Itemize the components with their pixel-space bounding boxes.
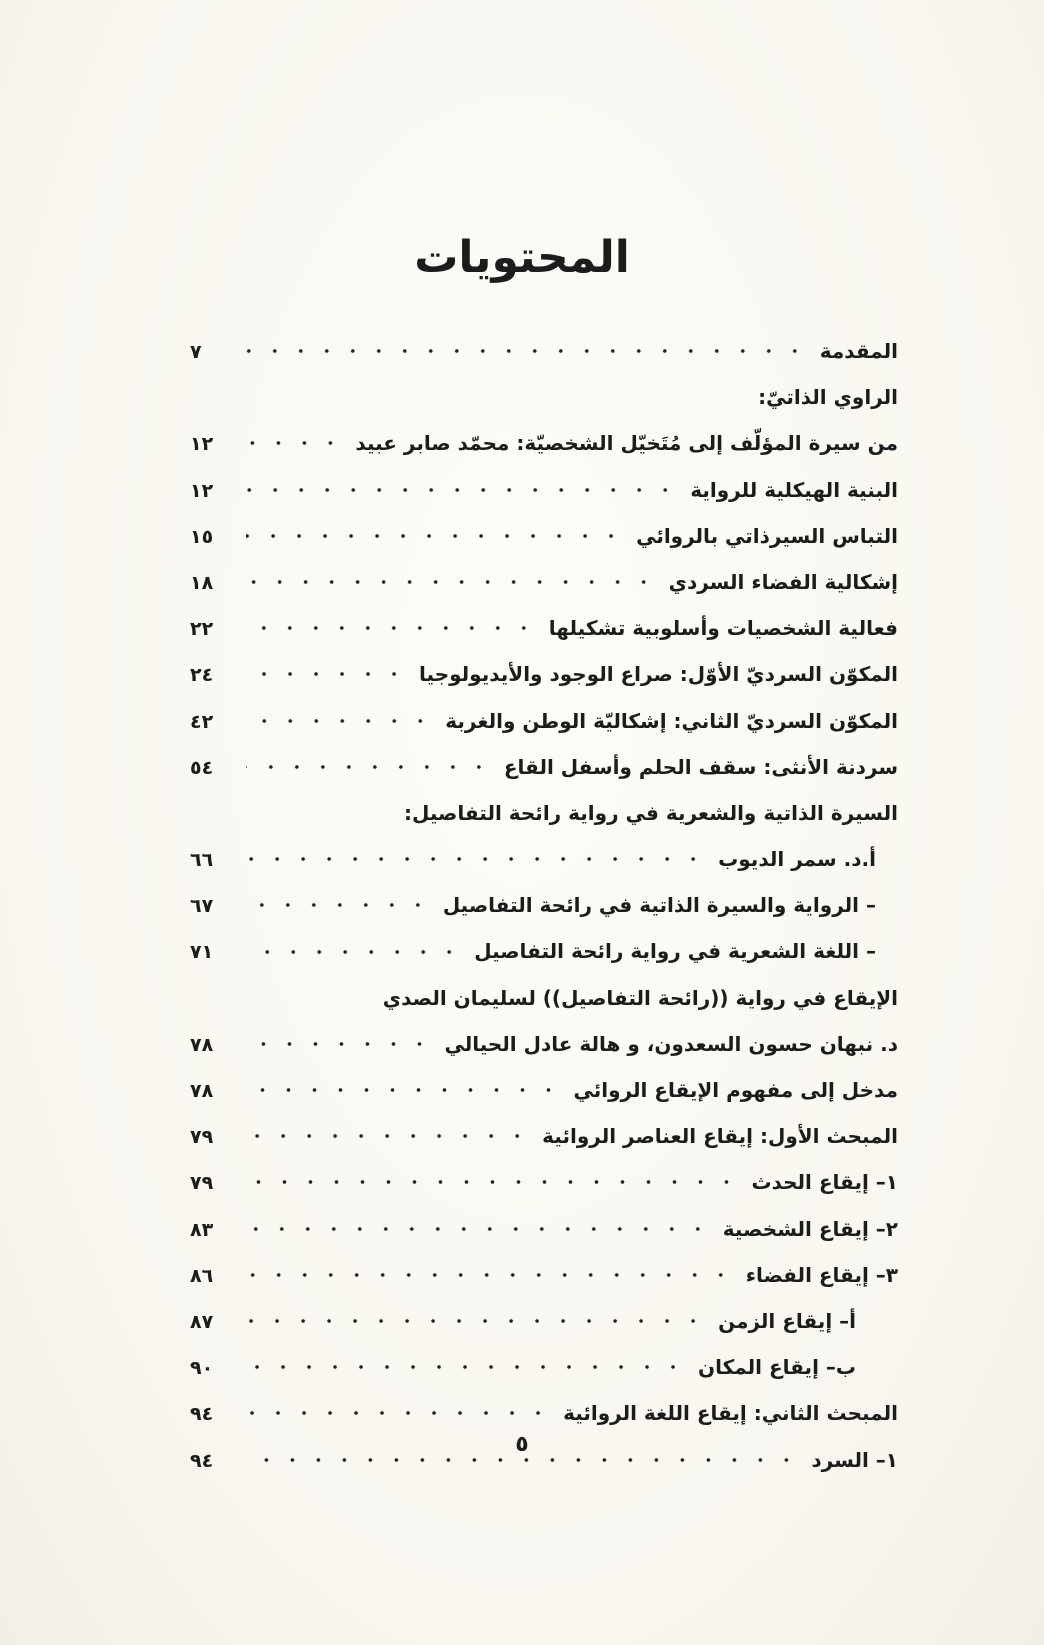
- toc-page-number: ١٨: [190, 571, 214, 594]
- toc-page-number: ١٥: [190, 525, 214, 548]
- dot-leader: [246, 349, 808, 353]
- toc-entry: [190, 1113, 898, 1159]
- dot-leader: [246, 1458, 799, 1462]
- toc-page-number: ١٢: [190, 433, 214, 456]
- toc-page-number: ٧٨: [190, 1080, 214, 1102]
- toc-entry-title: د. نبهان حسون السعدون، و هالة عادل الحيالي: [444, 1031, 898, 1056]
- toc-page-number: ٩٤: [190, 1449, 214, 1472]
- toc-page-number: ٧١: [190, 941, 214, 964]
- toc-entry-title: الراوي الذاتيّ:: [758, 385, 898, 410]
- toc-section-heading: [190, 374, 898, 420]
- dot-leader: [246, 950, 462, 954]
- toc-entry-title: من سيرة المؤلّف إلى مُتَخيّل الشخصيّة: محمّد صابر عبيد: [355, 431, 898, 456]
- toc-entry: [190, 513, 898, 559]
- toc-page-number: ٤٢: [190, 710, 214, 733]
- toc-page-number: ٩٤: [190, 1403, 214, 1426]
- toc-entry-title: المكوّن السرديّ الثاني: إشكاليّة الوطن والغربة: [445, 708, 898, 733]
- toc-entry: [190, 1021, 898, 1067]
- toc-entry: [190, 420, 898, 466]
- page-title: المحتويات: [414, 232, 630, 283]
- dot-leader: [246, 1134, 530, 1138]
- toc-page-number: ٧٩: [190, 1126, 214, 1149]
- toc-section-heading: [190, 790, 898, 836]
- dot-leader: [246, 903, 431, 907]
- dot-leader: [246, 857, 706, 861]
- dot-leader: [246, 1227, 711, 1231]
- toc-entry-title: إشكالية الفضاء السردي: [668, 569, 898, 594]
- dot-leader: [246, 441, 343, 445]
- dot-leader: [246, 488, 678, 492]
- toc-entry: [190, 882, 898, 928]
- toc-entry: [190, 651, 898, 697]
- toc-page-number: ٨٣: [190, 1218, 214, 1241]
- page-number: ٥: [515, 1432, 529, 1457]
- dot-leader: [246, 1319, 706, 1323]
- toc-entry-title: المبحث الأول: إيقاع العناصر الروائية: [542, 1124, 898, 1149]
- toc-entry-title: الإيقاع في رواية ((رائحة التفاصيل)) لسليمان الصدي: [382, 985, 898, 1010]
- toc-entry: [190, 1344, 898, 1390]
- toc-entry: [190, 1252, 898, 1298]
- toc-page-number: ٩٠: [190, 1357, 214, 1380]
- toc-entry: [190, 1159, 898, 1205]
- dot-leader: [246, 1180, 739, 1184]
- toc-entry-title: المكوّن السرديّ الأوّل: صراع الوجود والأيديولوجيا: [419, 662, 898, 687]
- toc-entry: [190, 836, 898, 882]
- toc-page-number: ١٢: [190, 479, 214, 502]
- toc-entry-title: المبحث الثاني: إيقاع اللغة الروائية: [563, 1401, 898, 1426]
- toc-entry: [190, 1390, 898, 1436]
- toc-entry-title: مدخل إلى مفهوم الإيقاع الروائي: [573, 1078, 898, 1102]
- dot-leader: [246, 580, 657, 584]
- toc-page-number: ٢٢: [190, 618, 214, 641]
- toc-entry: [190, 1067, 898, 1113]
- toc-entry: [190, 744, 898, 790]
- toc-entry: [190, 467, 898, 513]
- toc-entry: [190, 559, 898, 605]
- toc-entry-title: ١– إيقاع الحدث: [751, 1170, 898, 1195]
- dot-leader: [246, 1088, 562, 1092]
- dot-leader: [246, 534, 624, 538]
- toc-page-number: ٦٧: [190, 895, 214, 918]
- toc-entry: [190, 605, 898, 651]
- dot-leader: [246, 1411, 551, 1415]
- table-of-contents: [190, 328, 898, 1483]
- toc-entry-title: التباس السيرذاتي بالروائي: [636, 523, 898, 548]
- toc-page-number: ٧٨: [190, 1033, 214, 1056]
- toc-entry-title: ٢– إيقاع الشخصية: [722, 1216, 898, 1241]
- toc-entry: [190, 328, 898, 374]
- toc-page-number: ٧: [190, 341, 202, 363]
- dot-leader: [246, 719, 433, 723]
- dot-leader: [246, 1365, 686, 1369]
- toc-entry-title: ب– إيقاع المكان: [698, 1355, 856, 1380]
- toc-page-number: ٨٦: [190, 1264, 214, 1287]
- toc-entry: [190, 698, 898, 744]
- toc-page-number: ٨٧: [190, 1310, 214, 1333]
- toc-section-heading: [190, 975, 898, 1021]
- dot-leader: [246, 626, 537, 630]
- toc-entry-title: أ.د. سمر الديوب: [718, 847, 876, 872]
- toc-entry: [190, 928, 898, 974]
- dot-leader: [246, 1042, 432, 1046]
- toc-entry-title: – الرواية والسيرة الذاتية في رائحة التفاصيل: [442, 893, 876, 918]
- toc-entry-title: البنية الهيكلية للرواية: [690, 477, 898, 502]
- toc-entry-title: المقدمة: [819, 339, 898, 363]
- toc-page-number: ٦٦: [190, 849, 214, 872]
- toc-entry-title: أ– إيقاع الزمن: [718, 1308, 856, 1333]
- toc-entry: [190, 1298, 898, 1344]
- toc-entry: [190, 1206, 898, 1252]
- dot-leader: [246, 672, 407, 676]
- toc-entry-title: سردنة الأنثى: سقف الحلم وأسفل القاع: [503, 754, 898, 779]
- toc-entry-title: ٣– إيقاع الفضاء: [745, 1262, 898, 1287]
- dot-leader: [246, 765, 492, 769]
- toc-page-number: ٧٩: [190, 1172, 214, 1195]
- toc-entry-title: – اللغة الشعرية في رواية رائحة التفاصيل: [474, 939, 876, 964]
- toc-page-number: ٢٤: [190, 664, 214, 687]
- toc-entry-title: فعالية الشخصيات وأسلوبية تشكيلها: [548, 616, 898, 641]
- toc-entry-title: السيرة الذاتية والشعرية في رواية رائحة التفاصيل:: [404, 800, 898, 825]
- dot-leader: [246, 1273, 734, 1277]
- toc-page-number: ٥٤: [190, 756, 214, 779]
- toc-entry-title: ١– السرد: [811, 1447, 898, 1472]
